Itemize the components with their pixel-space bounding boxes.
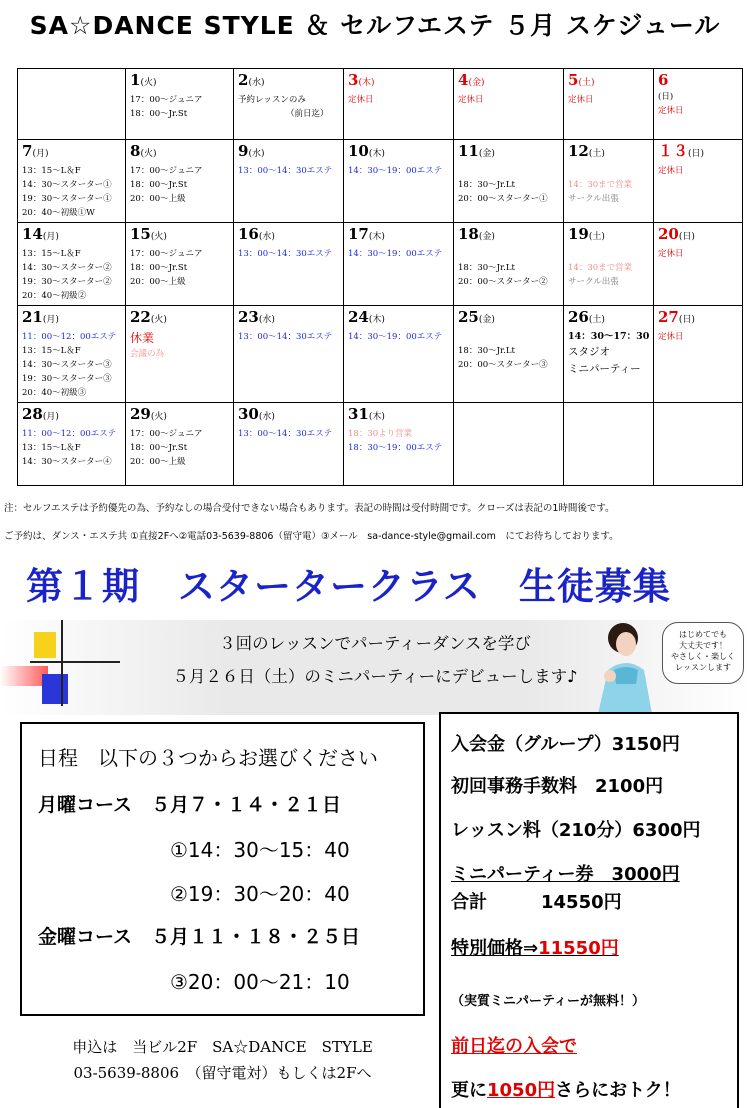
schedule-entry: 20：40～初級①W [22, 208, 95, 218]
weekday: (火) [150, 232, 167, 242]
schedule-entry: 14：30～スターター③ [22, 360, 112, 370]
extra-price: 1050円 [487, 1080, 556, 1101]
weekday: (火) [150, 315, 167, 325]
weekday: (土) [588, 149, 605, 159]
schedule-entry: 20：40～初級② [22, 291, 87, 301]
weekday: (水) [248, 78, 265, 88]
weekday: (金) [478, 232, 495, 242]
weekday: (火) [150, 412, 167, 422]
extra-post: さらにおトク！ [555, 1080, 681, 1101]
weekday: (水) [258, 412, 275, 422]
day-number: 25 [458, 308, 479, 326]
bubble-line: レッスンします [675, 663, 731, 672]
calendar-cell-day [654, 140, 743, 223]
weekday: (水) [258, 315, 275, 325]
schedule-entry: 19：30～スターター② [22, 277, 112, 287]
schedule-entry: 18：30～Jr.Lt [458, 180, 515, 190]
closed-label: 定休日 [348, 95, 374, 105]
calendar-cell-day [654, 223, 743, 306]
calendar-cell-day [234, 140, 344, 223]
weekday: (木) [368, 412, 385, 422]
calendar-cell-day [18, 140, 126, 223]
weekday: (日) [688, 149, 705, 159]
calendar-cell-day [564, 69, 654, 140]
closed-label: 定休日 [658, 249, 684, 259]
day-number: 28 [22, 405, 43, 423]
esthe-entry: 13：00～14：30エステ [238, 332, 333, 342]
calendar-cell-day [126, 306, 234, 403]
schedule-entry: 19：30～スターター① [22, 194, 112, 204]
schedule-entry: 18：00～Jr.St [130, 263, 188, 273]
special-price-value: 11550円 [538, 938, 619, 959]
calendar-cell-day [344, 69, 454, 140]
day-number: 17 [348, 225, 369, 243]
course-schedule-box [20, 722, 425, 1016]
course-time: ①14：30～15：40 [170, 838, 350, 862]
calendar-cell-day [654, 69, 743, 140]
schedule-entry: 14：30～スターター④ [22, 457, 112, 467]
weekday: (日) [678, 232, 695, 242]
schedule-entry: 18：30～Jr.Lt [458, 346, 515, 356]
weekday: (金) [478, 149, 495, 159]
day-number: 19 [568, 225, 589, 243]
lesson-fee: レッスン料（210分）6300円 [451, 820, 701, 841]
calendar-cell-day [126, 223, 234, 306]
schedule-entry: 17：00～ジュニア [130, 95, 203, 105]
weekday: (土) [588, 232, 605, 242]
weekday: (月) [42, 315, 59, 325]
closed-label: 定休日 [458, 95, 484, 105]
total-price: 合計 14550円 [451, 892, 622, 913]
calendar-cell-empty [454, 403, 564, 486]
weekday: (土) [588, 315, 605, 325]
schedule-entry: 20：00～スターター③ [458, 360, 548, 370]
day-number: 3 [348, 71, 359, 89]
weekday: (木) [368, 149, 385, 159]
schedule-entry: 19：30～スターター③ [22, 374, 112, 384]
calendar-cell-day [454, 223, 564, 306]
weekday: (日) [678, 315, 695, 325]
weekday: (水) [248, 149, 265, 159]
schedule-entry: 会議の為 [130, 349, 165, 359]
day-number: １３ [658, 142, 689, 160]
promo-line: ３回のレッスンでパーティーダンスを学び [219, 634, 531, 653]
recruit-banner: 第１期 スタータークラス 生徒募集 [26, 565, 671, 608]
schedule-entry: 18：00～Jr.St [130, 109, 188, 119]
day-number: 26 [568, 308, 589, 326]
page-title: SA☆DANCE STYLE ＆ セルフエステ ５月 スケジュール [29, 11, 721, 40]
calendar-cell-day [654, 306, 743, 403]
day-number: 30 [238, 405, 259, 423]
day-number: 15 [130, 225, 151, 243]
friday-course: 金曜コース ５月１１・１８・２５日 [38, 926, 361, 948]
schedule-entry: 17：00～ジュニア [130, 429, 203, 439]
reservation-info: ご予約は、ダンス・エステ共 ①直接2Fへ②電話03-5639-8806（留守電）③メール sa-dance-style@gmail.com にてお待ちしております。 [4, 531, 619, 542]
free-note: （実質ミニパーティーが無料！） [451, 994, 645, 1009]
esthe-entry: 13：00～14：30エステ [238, 429, 333, 439]
calendar-cell-empty [654, 403, 743, 486]
esthe-entry: 18：30～19：00エステ [348, 443, 443, 453]
day-number: 4 [458, 71, 469, 89]
calendar-cell-day [18, 403, 126, 486]
early-signup: 前日迄の入会で [451, 1036, 577, 1057]
party-time: 14：30～17：30 [568, 331, 650, 342]
weekday: (日) [658, 92, 674, 102]
schedule-entry: 18：00～Jr.St [130, 180, 188, 190]
closed-label: 定休日 [658, 166, 684, 176]
day-number: 7 [22, 142, 33, 160]
calendar-cell-day [454, 140, 564, 223]
schedule-entry: 18：00～Jr.St [130, 443, 188, 453]
schedule-entry: 13：15～L＆F [22, 346, 81, 356]
day-number: 12 [568, 142, 589, 160]
course-time: ③20：00～21：10 [170, 970, 350, 994]
schedule-entry: 20：00～上級 [130, 277, 186, 287]
schedule-entry: 予約レッスンのみ [238, 95, 306, 105]
schedule-entry: サークル出張 [568, 194, 619, 204]
special-price-label: 特別価格⇒ [451, 938, 539, 959]
apply-line: 申込は 当ビル2F SA☆DANCE STYLE [72, 1038, 373, 1056]
esthe-entry: 14：30～19：00エステ [348, 332, 443, 342]
day-number: 21 [22, 308, 43, 326]
calendar-cell-day [344, 140, 454, 223]
day-number: 14 [22, 225, 43, 243]
calendar-cell-day [454, 306, 564, 403]
admin-fee: 初回事務手数料 2100円 [451, 776, 664, 797]
promo-line: ５月２６日（土）のミニパーティーにデビューします♪ [172, 667, 578, 686]
schedule-entry: 20：00～スターター② [458, 277, 548, 287]
schedule-entry: 17：00～ジュニア [130, 166, 203, 176]
schedule-entry: 14：30まで営業 [568, 263, 633, 273]
esthe-entry: 13：00～14：30エステ [238, 166, 333, 176]
schedule-heading: 日程 以下の３つからお選びください [38, 746, 378, 770]
calendar-cell-day [234, 69, 344, 140]
calendar-cell-day [126, 69, 234, 140]
day-number: 27 [658, 308, 679, 326]
day-number: 1 [130, 71, 141, 89]
schedule-entry: 13：15～L＆F [22, 249, 81, 259]
entry-fee: 入会金（グループ）3150円 [451, 734, 680, 755]
calendar-cell-day [234, 306, 344, 403]
calendar-cell-day [18, 223, 126, 306]
day-number: 16 [238, 225, 259, 243]
course-time: ②19：30～20：40 [170, 882, 350, 906]
weekday: (木) [358, 78, 375, 88]
schedule-entry: 18：30より営業 [348, 429, 413, 439]
calendar-cell-day [454, 69, 564, 140]
closed-label: 定休日 [658, 106, 684, 116]
day-number: 8 [130, 142, 141, 160]
dancer-photo-icon [590, 612, 662, 714]
calendar-cell-day [344, 306, 454, 403]
weekday: (火) [140, 149, 157, 159]
day-number: 10 [348, 142, 369, 160]
esthe-entry: 14：30～19：00エステ [348, 249, 443, 259]
day-number: 6 [658, 71, 669, 89]
schedule-entry: 20：00～上級 [130, 194, 186, 204]
closed-label: 定休日 [568, 95, 594, 105]
weekday: (水) [258, 232, 275, 242]
esthe-entry: 11：00～12：00エステ [22, 429, 117, 439]
closed-label: 定休日 [658, 332, 684, 342]
esthe-entry: 11：00～12：00エステ [22, 332, 117, 342]
day-number: 22 [130, 308, 151, 326]
calendar-cell-day [344, 223, 454, 306]
party-name: ミニパーティー [568, 363, 641, 375]
schedule-entry: 14：30～スターター① [22, 180, 112, 190]
schedule-calendar [17, 68, 743, 486]
extra-pre: 更に [451, 1080, 487, 1101]
schedule-entry: 20：40～初級③ [22, 388, 87, 398]
calendar-cell-day [18, 306, 126, 403]
monday-course: 月曜コース ５月７・１４・２１日 [38, 794, 342, 816]
day-number: 23 [238, 308, 259, 326]
calendar-cell-day [564, 223, 654, 306]
day-number: 24 [348, 308, 369, 326]
weekday: (金) [468, 78, 485, 88]
schedule-entry: 13：15～L＆F [22, 443, 81, 453]
calendar-cell-empty [18, 69, 126, 140]
weekday: (金) [478, 315, 495, 325]
esthe-entry: 13：00～14：30エステ [238, 249, 333, 259]
party-venue: スタジオ [568, 346, 610, 358]
calendar-cell-day [126, 140, 234, 223]
price-box [439, 712, 739, 1108]
calendar-cell-empty [564, 403, 654, 486]
day-number: 31 [348, 405, 369, 423]
day-number: 20 [658, 225, 679, 243]
schedule-entry: 20：00～上級 [130, 457, 186, 467]
weekday: (月) [32, 149, 49, 159]
esthe-entry: 14：30～19：00エステ [348, 166, 443, 176]
schedule-entry: 18：30～Jr.Lt [458, 263, 515, 273]
schedule-entry: サークル出張 [568, 277, 619, 287]
schedule-entry: 14：30まで営業 [568, 180, 633, 190]
special-price [451, 934, 619, 960]
calendar-cell-day [564, 306, 654, 403]
schedule-entry: 17：00～ジュニア [130, 249, 203, 259]
bubble-line: やさしく・楽しく [671, 652, 735, 661]
day-number: 9 [238, 142, 249, 160]
weekday: (火) [140, 78, 157, 88]
day-number: 5 [568, 71, 579, 89]
party-ticket-fee: ミニパーティー券 3000円 [451, 864, 680, 885]
bubble-line: はじめてでも [679, 630, 727, 639]
schedule-entry: 14：30～スターター② [22, 263, 112, 273]
promo-band [0, 620, 750, 715]
calendar-cell-day [234, 403, 344, 486]
weekday: (月) [42, 412, 59, 422]
calendar-cell-day [564, 140, 654, 223]
bubble-line: 大丈夫です！ [679, 641, 727, 650]
day-number: 29 [130, 405, 151, 423]
calendar-cell-day [126, 403, 234, 486]
calendar-cell-day [234, 223, 344, 306]
apply-phone: 03-5639-8806 （留守電対）もしくは2Fへ [73, 1064, 372, 1082]
speech-bubble [662, 622, 744, 684]
footnote: 注：セルフエステは予約優先の為、予約なしの場合受付できない場合もあります。表記の時間は受付時間です。クローズは表記の1時間後です。 [4, 503, 615, 514]
holiday-label: 休業 [130, 331, 155, 345]
weekday: (土) [578, 78, 595, 88]
day-number: 2 [238, 71, 249, 89]
day-number: 18 [458, 225, 479, 243]
schedule-entry: 13：15～L＆F [22, 166, 81, 176]
weekday: (月) [42, 232, 59, 242]
weekday: (木) [368, 315, 385, 325]
schedule-entry: （前日迄） [286, 109, 329, 119]
calendar-cell-day [344, 403, 454, 486]
day-number: 11 [458, 142, 479, 160]
extra-discount [451, 1076, 681, 1102]
weekday: (木) [368, 232, 385, 242]
schedule-entry: 20：00～スターター① [458, 194, 548, 204]
